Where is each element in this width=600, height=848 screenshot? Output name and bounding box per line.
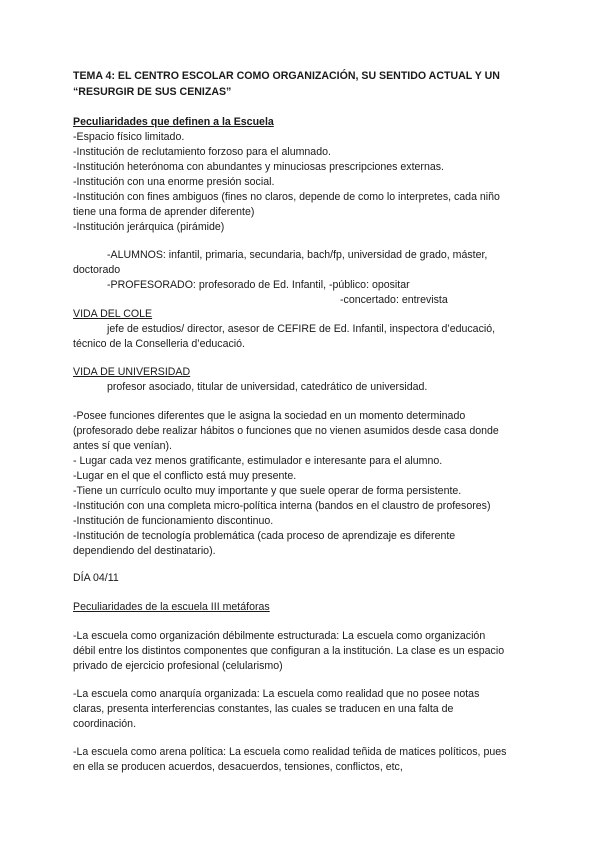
paragraph-line: -La escuela como anarquía organizada: La escuela como realidad que no posee notas (73, 688, 480, 700)
vida-uni-line: profesor asociado, titular de universidad, catedrático de universidad. (107, 381, 428, 393)
list-item: -Institución de reclutamiento forzoso para el alumnado. (73, 146, 331, 158)
paragraph-line: claras, presenta interferencias constantes, las cuales se traducen en una falta de (73, 703, 454, 715)
list-item: (profesorado debe realizar hábitos o funciones que no vienen asumidos desde casa donde (73, 425, 499, 437)
vida-cole-line-cont: técnico de la Conselleria d’educació. (73, 338, 245, 350)
vida-uni-heading: VIDA DE UNIVERSIDAD (73, 366, 191, 378)
paragraph-line: en ella se producen acuerdos, desacuerdos, tensiones, conflictos, etc, (73, 761, 403, 773)
paragraph-line: -La escuela como arena política: La escuela como realidad teñida de matices políticos, pues (73, 746, 507, 758)
list-item: -Tiene un currículo oculto muy importante y que suele operar de forma persistente. (73, 485, 462, 497)
list-item: dependiendo del destinatario). (73, 545, 216, 557)
list-item: -Institución con una enorme presión social. (73, 176, 275, 188)
list-item: -Espacio físico limitado. (73, 131, 185, 143)
paragraph-line: privado de ejercicio profesional (celularismo) (73, 660, 283, 672)
section-heading: Peculiaridades de la escuela III metáforas (73, 601, 270, 613)
list-item: -Institución de tecnología problemática (cada proceso de aprendizaje es diferente (73, 530, 456, 542)
vida-cole-heading: VIDA DEL COLE (73, 308, 153, 320)
profesorado-line: -PROFESORADO: profesorado de Ed. Infantil, -público: opositar (107, 279, 410, 291)
list-item: -Lugar en el que el conflicto está muy presente. (73, 470, 297, 482)
paragraph-line: coordinación. (73, 718, 137, 730)
list-item: -Institución con fines ambiguos (fines no claros, depende de como lo interpretes, cada niño (73, 191, 500, 203)
list-item: -Institución heterónoma con abundantes y minuciosas prescripciones externas. (73, 161, 444, 173)
list-item: antes sí que venían). (73, 440, 172, 452)
document-title-cont: “RESURGIR DE SUS CENIZAS” (73, 86, 232, 98)
list-item: -Institución jerárquica (pirámide) (73, 221, 225, 233)
alumnos-line: -ALUMNOS: infantil, primaria, secundaria, bach/fp, universidad de grado, máster, (107, 249, 488, 261)
section-heading: Peculiaridades que definen a la Escuela (73, 116, 274, 128)
alumnos-line-cont: doctorado (73, 264, 121, 276)
list-item: -Institución de funcionamiento discontinuo. (73, 515, 274, 527)
list-item: -Posee funciones diferentes que le asigna la sociedad en un momento determinado (73, 410, 466, 422)
list-item: tiene una forma de aprender diferente) (73, 206, 255, 218)
vida-cole-line: jefe de estudios/ director, asesor de CEFIRE de Ed. Infantil, inspectora d’educació, (107, 323, 496, 335)
date-label: DÍA 04/11 (73, 572, 119, 584)
list-item: -Institución con una completa micro-política interna (bandos en el claustro de profesores) (73, 500, 491, 512)
list-item: - Lugar cada vez menos gratificante, estimulador e interesante para el alumno. (73, 455, 443, 467)
document-title: TEMA 4: EL CENTRO ESCOLAR COMO ORGANIZACIÓN, SU SENTIDO ACTUAL Y UN (73, 70, 500, 82)
paragraph-line: -La escuela como organización débilmente estructurada: La escuela como organización (73, 630, 486, 642)
paragraph-line: débil entre los distintos componentes que configuran a la institución. La clase es un espacio (73, 645, 505, 657)
concertado-line: -concertado: entrevista (340, 294, 448, 306)
